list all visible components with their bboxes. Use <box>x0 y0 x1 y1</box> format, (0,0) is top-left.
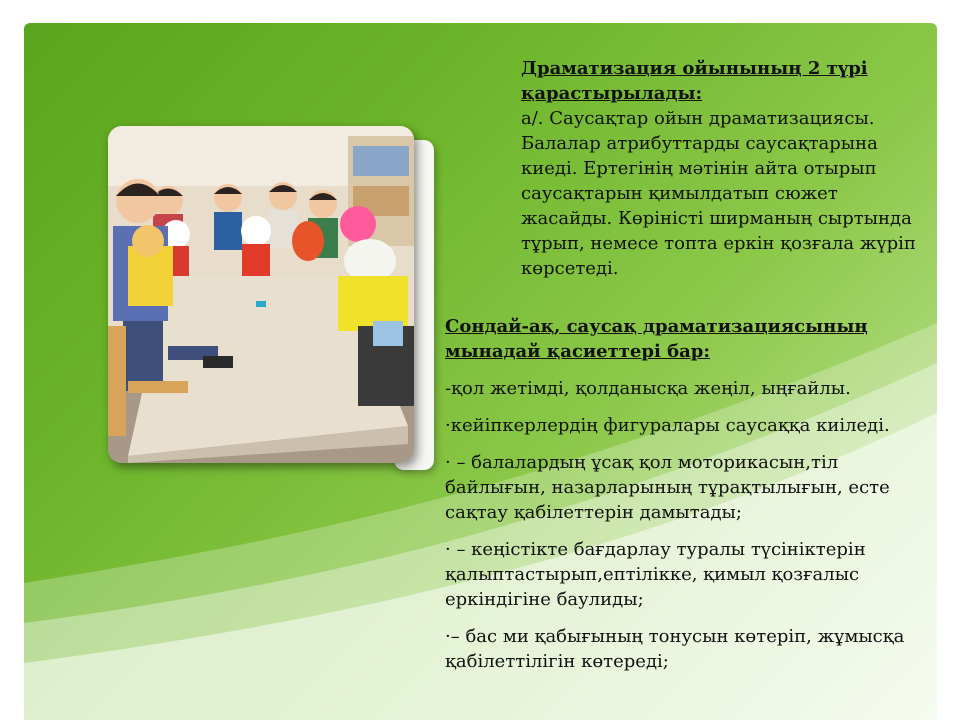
list-item: · – балалардың ұсақ қол моторикасын,тіл байлығын, назарларының тұрақтылығын, есте сақтау қабілеттерін дамытады; <box>445 452 890 523</box>
classroom-photo <box>108 126 414 463</box>
list-item: ·кейіпкерлердің фигуралары саусаққа киіледі. <box>445 415 890 436</box>
list-item: -қол жетімді, қолданысқа жеңіл, ыңғайлы. <box>445 378 851 399</box>
children-with-finger-puppets-photo <box>108 126 414 463</box>
paragraph-finger-drama: а/. Саусақтар ойын драматизациясы. Балалар атрибуттарды саусақтарына киеді. Ертегінің мәтінін айта отырып саусақтарын қимылдатып сюжет жасайды. Көріністі ширманың сыртында тұрып, немесе топта еркін қозғала жүріп көрсетеді. <box>521 108 916 279</box>
properties-block <box>445 314 935 674</box>
list-item: · – кеңістікте бағдарлау туралы түсініктерін қалыптастырып,ептілікке, қимыл қозғалыс еркіндігіне баулиды; <box>445 539 866 610</box>
heading-types: Драматизация ойынының 2 түрі қарастырылады: <box>521 58 868 104</box>
heading-properties: Сондай-ақ, саусақ драматизациясының мынадай қасиеттері бар: <box>445 316 868 362</box>
definition-block <box>521 56 921 281</box>
list-item: ·– бас ми қабығының тонусын көтеріп, жұмысқа қабілеттілігін көтереді; <box>445 626 905 672</box>
